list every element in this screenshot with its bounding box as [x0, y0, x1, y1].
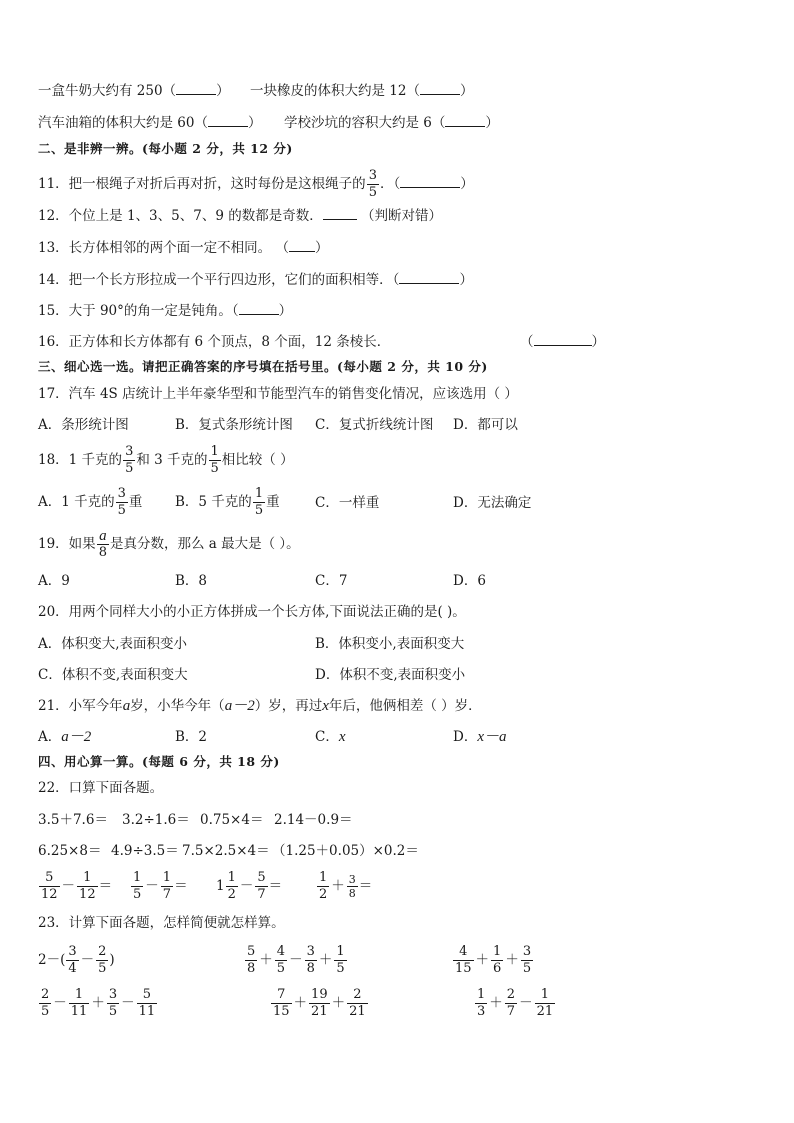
section-3-header: 三、细心选一选。请把正确答案的序号填在括号里。(每小题 2 分，共 10 分) [38, 359, 488, 374]
calc-item: 0.75×4＝ [200, 812, 264, 828]
expression: 2－( $\frac{3}{4}$ － $\frac{2}{5}$ ) [38, 944, 115, 976]
answer-blank[interactable] [208, 114, 248, 127]
question-23: 23．计算下面各题，怎样简便就怎样算。 [38, 915, 285, 931]
answer-blank[interactable] [400, 175, 460, 188]
q18-option-a[interactable]: A．1 千克的 $\frac{3}{5}$ 重 [38, 486, 143, 518]
q17-option-b[interactable]: B．复式条形统计图 [175, 417, 293, 433]
question-17: 17．汽车 4S 店统计上半年豪华型和节能型汽车的销售变化情况，应该选用（ ） [38, 386, 518, 402]
question-21: 21．小军今年a岁，小华今年（a－2）岁，再过x年后，他俩相差（ ）岁． [38, 698, 482, 714]
q20-option-d[interactable]: D．体积不变,表面积变小 [315, 667, 466, 683]
question-20: 20．用两个同样大小的小正方体拼成一个长方体,下面说法正确的是( )。 [38, 604, 466, 620]
calc-item: 3.5＋7.6＝ [38, 812, 108, 828]
question-12: 12．个位上是 1、3、5、7、9 的数都是奇数． （判断对错） [38, 208, 443, 224]
calc-item: （1.25＋0.05）×0.2＝ [272, 843, 419, 859]
q18-option-c[interactable]: C．一样重 [315, 495, 380, 511]
q20-option-b[interactable]: B．体积变小,表面积变大 [315, 636, 465, 652]
answer-blank[interactable] [445, 114, 485, 127]
expression: $\frac{5}{8}$ ＋ $\frac{4}{5}$ － $\frac{3}{8}$ ＋ $\frac{1}{5}$ [247, 944, 345, 976]
answer-blank[interactable] [399, 271, 459, 284]
q21-option-c[interactable]: C．x [315, 729, 346, 745]
q19-option-a[interactable]: A．9 [38, 573, 70, 589]
fill-row-2a: 汽车油箱的体积大约是 60（ ） [38, 115, 262, 131]
calc-item: 6.25×8＝ [38, 843, 102, 859]
expression: $\frac{2}{5}$ － $\frac{1}{11}$ ＋ $\frac{3}{5}$ － $\frac{5}{11}$ [41, 987, 156, 1019]
fraction: $\frac{1}{5}$ [210, 444, 219, 476]
question-13: 13．长方体相邻的两个面一定不相同。 （ ） [38, 240, 329, 256]
answer-blank[interactable] [289, 239, 315, 252]
calc-item: $\frac{1}{2}$ ＋ $\frac{3}{8}$ ＝ [319, 870, 373, 902]
calc-item: 7.5×2.5×4＝ [182, 843, 270, 859]
fraction: $\frac{3}{5}$ [125, 444, 134, 476]
question-16-answer: （ ） [520, 334, 605, 350]
section-4-header: 四、用心算一算。(每题 6 分，共 18 分) [38, 754, 280, 769]
expression: $\frac{7}{15}$ ＋ $\frac{19}{21}$ ＋ $\frac{2}{21}$ [273, 987, 366, 1019]
q21-option-a[interactable]: A．a－2 [38, 729, 92, 745]
calc-item: 4.9÷3.5＝ [111, 843, 179, 859]
q17-option-c[interactable]: C．复式折线统计图 [315, 417, 434, 433]
q18-option-d[interactable]: D．无法确定 [453, 495, 532, 511]
answer-blank[interactable] [323, 207, 357, 220]
fill-row-1a: 一盒牛奶大约有 250（ ） [38, 83, 230, 99]
fraction: $\frac{a}{8}$ [98, 528, 107, 560]
expression: $\frac{1}{3}$ ＋ $\frac{2}{7}$ － $\frac{1}{21}$ [477, 987, 554, 1019]
q20-option-c[interactable]: C．体积不变,表面积变大 [38, 667, 188, 683]
fraction: $\frac{3}{5}$ [368, 168, 377, 200]
fill-row-1b: 一块橡皮的体积大约是 12（ ） [250, 83, 474, 99]
q19-option-d[interactable]: D．6 [453, 573, 486, 589]
answer-blank[interactable] [534, 333, 592, 346]
answer-blank[interactable] [239, 302, 279, 315]
q21-option-b[interactable]: B．2 [175, 729, 208, 745]
q17-option-a[interactable]: A．条形统计图 [38, 417, 129, 433]
question-16: 16．正方体和长方体都有 6 个顶点，8 个面，12 条棱长． [38, 334, 391, 350]
question-19: 19．如果 $\frac{a}{8}$ 是真分数，那么 a 最大是（ ）。 [38, 528, 300, 560]
fill-row-2b: 学校沙坑的容积大约是 6（ ） [284, 115, 499, 131]
calc-item: 2.14－0.9＝ [274, 812, 353, 828]
expression: $\frac{4}{15}$ ＋ $\frac{1}{6}$ ＋ $\frac{3}{5}$ [455, 944, 532, 976]
question-11: 11．把一根绳子对折后再对折，这时每份是这根绳子的 $\frac{3}{5}$ ．（ ） [38, 168, 474, 200]
question-18: 18．1 千克的 $\frac{3}{5}$ 和 3 千克的 $\frac{1}{5}$ 相比较（ ） [38, 444, 294, 476]
calc-item: 3.2÷1.6＝ [122, 812, 190, 828]
section-2-header: 二、是非辨一辨。(每小题 2 分，共 12 分) [38, 141, 293, 156]
fraction: $\frac{3}{5}$ [117, 486, 126, 518]
calc-item: $\frac{5}{12}$ － $\frac{1}{12}$ ＝ [41, 870, 113, 902]
question-14: 14．把一个长方形拉成一个平行四边形，它们的面积相等．（ ） [38, 272, 473, 288]
question-22: 22．口算下面各题。 [38, 780, 164, 796]
q20-option-a[interactable]: A．体积变大,表面积变小 [38, 636, 188, 652]
answer-blank[interactable] [420, 82, 460, 95]
q19-option-b[interactable]: B．8 [175, 573, 208, 589]
q21-option-d[interactable]: D．x－a [453, 729, 507, 745]
question-15: 15．大于 90°的角一定是钝角。（ ） [38, 303, 293, 319]
q17-option-d[interactable]: D．都可以 [453, 417, 518, 433]
calc-item: 1 $\frac{1}{2}$ － $\frac{5}{7}$ ＝ [216, 870, 283, 902]
calc-item: $\frac{1}{5}$ － $\frac{1}{7}$ ＝ [133, 870, 188, 902]
fraction: $\frac{1}{5}$ [254, 486, 264, 518]
q19-option-c[interactable]: C．7 [315, 573, 348, 589]
answer-blank[interactable] [176, 82, 216, 95]
q18-option-b[interactable]: B．5 千克的 $\frac{1}{5}$ 重 [175, 486, 280, 518]
